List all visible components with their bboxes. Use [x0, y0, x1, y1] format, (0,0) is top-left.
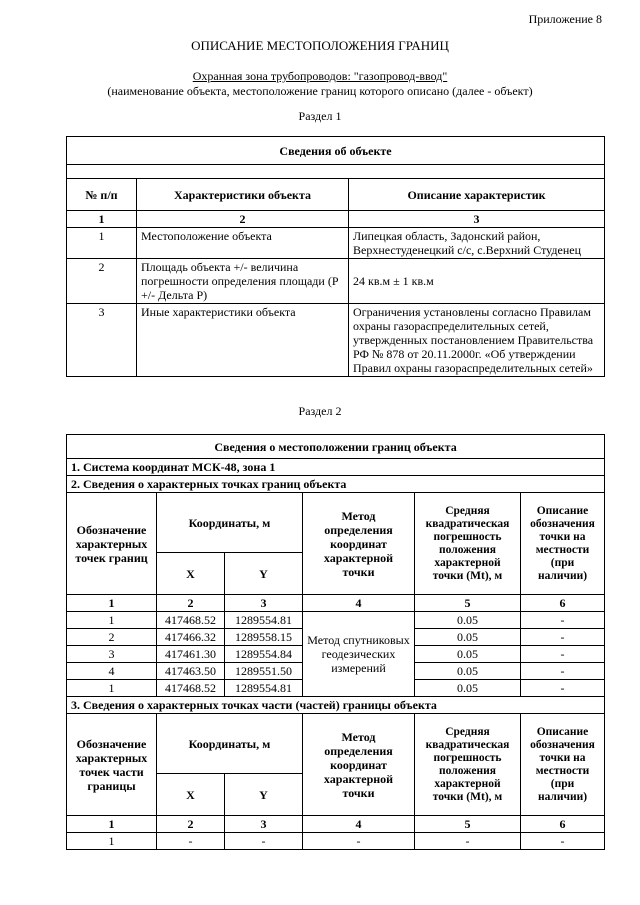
point-id: 2: [67, 629, 157, 646]
subsection-title: 2. Сведения о характерных точках границ объекта: [67, 476, 605, 493]
subsection-title: 3. Сведения о характерных точках части (частей) границы объекта: [67, 697, 605, 714]
error-cell: 0.05: [415, 646, 521, 663]
point-id: 1: [67, 833, 157, 850]
section-1-label: Раздел 1: [298, 109, 342, 123]
index-cell: 4: [303, 816, 415, 833]
header-description: Описание характеристик: [349, 179, 605, 211]
object-name-caption: (наименование объекта, местоположение границ которого описано (далее - объект): [107, 84, 533, 98]
boundaries-table: [66, 434, 605, 850]
x-cell: 417466.32: [157, 629, 225, 646]
index-cell: 3: [225, 816, 303, 833]
index-cell: 3: [349, 211, 605, 228]
index-cell: 2: [137, 211, 349, 228]
header-num: № п/п: [67, 179, 137, 211]
method-cell: -: [303, 833, 415, 850]
point-description-cell: -: [521, 629, 605, 646]
header-coordinates: Координаты, м: [157, 714, 303, 774]
index-cell: 6: [521, 816, 605, 833]
x-cell: -: [157, 833, 225, 850]
index-cell: 6: [521, 595, 605, 612]
error-cell: 0.05: [415, 629, 521, 646]
table-row: [67, 304, 605, 377]
description-cell: 24 кв.м ± 1 кв.м: [349, 259, 605, 304]
document-title: ОПИСАНИЕ МЕСТОПОЛОЖЕНИЯ ГРАНИЦ: [191, 38, 449, 53]
header-y: Y: [225, 774, 303, 816]
object-info-table: [66, 136, 605, 377]
spacer-row: [67, 165, 605, 179]
x-cell: 417463.50: [157, 663, 225, 680]
header-point-description: Описание обозначения точки на местности (при наличии): [521, 493, 605, 595]
x-cell: 417461.30: [157, 646, 225, 663]
table-title: Сведения об объекте: [67, 137, 605, 165]
point-description-cell: -: [521, 663, 605, 680]
header-error: Средняя квадратическая погрешность положения характерной точки (Mt), м: [415, 493, 521, 595]
header-method: Метод определения координат характерной точки: [303, 493, 415, 595]
error-cell: 0.05: [415, 612, 521, 629]
subsection-title: 1. Система координат МСК-48, зона 1: [67, 459, 605, 476]
header-point-description: Описание обозначения точки на местности (при наличии): [521, 714, 605, 816]
header-points: Обозначение характерных точек границ: [67, 493, 157, 595]
method-cell: Метод спутниковых геодезических измерений: [303, 612, 415, 697]
characteristic-cell: Площадь объекта +/- величина погрешности определения площади (Р +/- Дельта Р): [137, 259, 349, 304]
point-description-cell: -: [521, 680, 605, 697]
description-cell: Липецкая область, Задонский район, Верхнестуденецкий с/с, с.Верхний Студенец: [349, 228, 605, 259]
table-row: [67, 612, 605, 629]
index-cell: 2: [157, 816, 225, 833]
index-cell: 1: [67, 816, 157, 833]
point-description-cell: -: [521, 833, 605, 850]
index-cell: 5: [415, 816, 521, 833]
point-id: 4: [67, 663, 157, 680]
header-characteristic: Характеристики объекта: [137, 179, 349, 211]
y-cell: 1289558.15: [225, 629, 303, 646]
header-error: Средняя квадратическая погрешность положения характерной точки (Mt), м: [415, 714, 521, 816]
y-cell: 1289554.81: [225, 680, 303, 697]
table-row: [67, 833, 605, 850]
header-x: X: [157, 774, 225, 816]
x-cell: 417468.52: [157, 680, 225, 697]
index-cell: 1: [67, 595, 157, 612]
index-cell: 2: [157, 595, 225, 612]
row-number: 2: [67, 259, 137, 304]
header-coordinates: Координаты, м: [157, 493, 303, 553]
table-row: [67, 228, 605, 259]
point-description-cell: -: [521, 612, 605, 629]
index-cell: 3: [225, 595, 303, 612]
header-y: Y: [225, 553, 303, 595]
header-method: Метод определения координат характерной точки: [303, 714, 415, 816]
y-cell: -: [225, 833, 303, 850]
y-cell: 1289554.81: [225, 612, 303, 629]
header-x: X: [157, 553, 225, 595]
index-cell: 5: [415, 595, 521, 612]
row-number: 3: [67, 304, 137, 377]
section-2-label: Раздел 2: [298, 404, 342, 418]
table-title: Сведения о местоположении границ объекта: [67, 435, 605, 459]
index-cell: 4: [303, 595, 415, 612]
appendix-label: Приложение 8: [528, 12, 602, 26]
characteristic-cell: Иные характеристики объекта: [137, 304, 349, 377]
x-cell: 417468.52: [157, 612, 225, 629]
object-name: Охранная зона трубопроводов: "газопровод-ввод": [192, 69, 448, 83]
header-points-part: Обозначение характерных точек части границы: [67, 714, 157, 816]
point-id: 1: [67, 680, 157, 697]
characteristic-cell: Местоположение объекта: [137, 228, 349, 259]
y-cell: 1289551.50: [225, 663, 303, 680]
error-cell: 0.05: [415, 680, 521, 697]
error-cell: -: [415, 833, 521, 850]
point-id: 3: [67, 646, 157, 663]
point-id: 1: [67, 612, 157, 629]
description-cell: Ограничения установлены согласно Правилам охраны газораспределительных сетей, утвержденных постановлением Правительства РФ № 878 от 20.11.2000г. «Об утверждении Правил охраны газораспределительных сетей»: [349, 304, 605, 377]
table-row: [67, 259, 605, 304]
point-description-cell: -: [521, 646, 605, 663]
y-cell: 1289554.84: [225, 646, 303, 663]
error-cell: 0.05: [415, 663, 521, 680]
index-cell: 1: [67, 211, 137, 228]
row-number: 1: [67, 228, 137, 259]
